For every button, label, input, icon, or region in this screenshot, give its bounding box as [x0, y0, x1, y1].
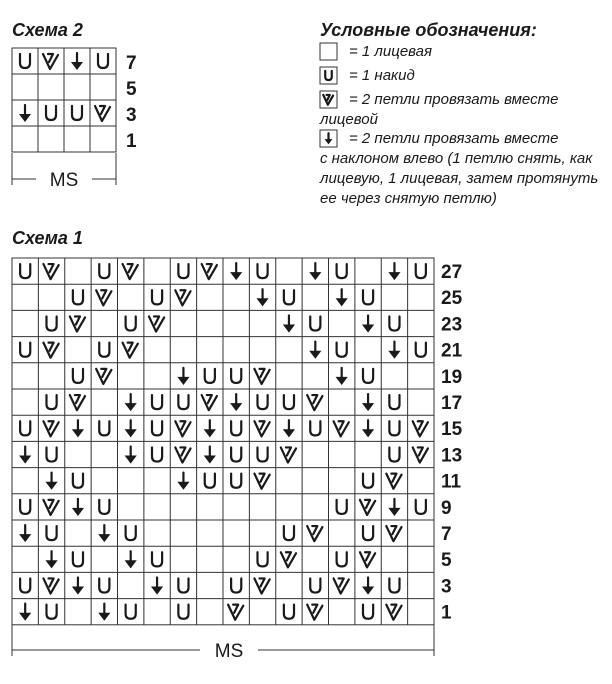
scheme1-row-number: 27 — [441, 262, 463, 283]
scheme1-cell-r6c9-decrease-left-icon — [230, 394, 242, 411]
legend-text: ее через снятую петлю) — [320, 190, 497, 207]
scheme1-cell-r10c15-decrease-left-icon — [388, 499, 400, 516]
scheme1-cell-r3c12-yarn-over-icon — [310, 316, 320, 330]
scheme1-cell-r10c4-yarn-over-icon — [99, 500, 109, 514]
scheme1-cell-r11c12-k2tog-icon — [307, 526, 322, 541]
scheme1-cell-r14c14-yarn-over-icon — [363, 605, 373, 619]
scheme1-cell-r14c4-decrease-left-icon — [98, 604, 110, 621]
scheme1-cell-r7c6-yarn-over-icon — [152, 421, 162, 435]
scheme1-cell-r3c3-k2tog-icon — [70, 316, 85, 331]
scheme1-cell-r12c14-k2tog-icon — [360, 552, 375, 567]
scheme1-cell-r6c15-yarn-over-icon — [389, 395, 399, 409]
scheme1-cell-r14c15-k2tog-icon — [386, 605, 401, 620]
legend-title: Условные обозначения: — [320, 20, 537, 40]
scheme1-cell-r1c15-decrease-left-icon — [388, 263, 400, 280]
scheme1-cell-r2c14-yarn-over-icon — [363, 290, 373, 304]
scheme1-row-number: 5 — [441, 550, 452, 572]
scheme1-cell-r7c2-k2tog-icon — [43, 421, 58, 436]
scheme1-cell-r13c1-yarn-over-icon — [20, 578, 30, 592]
scheme1-cell-r14c5-yarn-over-icon — [126, 605, 136, 619]
scheme1-cell-r10c13-yarn-over-icon — [337, 500, 347, 514]
scheme1-cell-r7c9-yarn-over-icon — [231, 421, 241, 435]
scheme1-cell-r2c4-k2tog-icon — [96, 290, 111, 305]
scheme2-ms-indicator — [12, 153, 116, 191]
legend-text: = 2 петли провязать вместе — [349, 130, 559, 147]
scheme1-cell-r8c7-k2tog-icon — [175, 447, 190, 462]
scheme1-title: Схема 1 — [12, 228, 83, 248]
scheme1-cell-r6c11-yarn-over-icon — [284, 395, 294, 409]
scheme1-cell-r7c15-yarn-over-icon — [389, 421, 399, 435]
scheme1-cell-r5c13-decrease-left-icon — [336, 368, 348, 385]
scheme1-cell-r12c2-decrease-left-icon — [45, 551, 57, 568]
scheme1-cell-r12c10-yarn-over-icon — [257, 552, 267, 566]
scheme1-cell-r6c3-k2tog-icon — [70, 395, 85, 410]
scheme1-cell-r7c11-decrease-left-icon — [283, 420, 295, 437]
scheme1-cell-r3c15-yarn-over-icon — [389, 316, 399, 330]
scheme1-cell-r14c9-k2tog-icon — [228, 605, 243, 620]
scheme2-row-numbers — [126, 53, 137, 152]
scheme1-cell-r2c6-yarn-over-icon — [152, 290, 162, 304]
scheme1-cell-r2c3-yarn-over-icon — [73, 290, 83, 304]
scheme1-cell-r12c13-yarn-over-icon — [337, 552, 347, 566]
legend-text: = 1 накид — [349, 67, 415, 84]
scheme1-grid — [12, 258, 434, 625]
scheme1-cell-r4c15-decrease-left-icon — [388, 342, 400, 359]
scheme2-row-number: 5 — [126, 79, 137, 100]
scheme1-cell-r1c4-yarn-over-icon — [99, 264, 109, 278]
scheme2-row-number: 1 — [126, 131, 137, 152]
scheme2-cell-r1c2-k2tog-icon — [43, 54, 58, 69]
scheme1-cell-r10c16-yarn-over-icon — [416, 500, 426, 514]
legend-item — [319, 130, 598, 207]
scheme1-row-number: 11 — [441, 471, 462, 493]
scheme1-cell-r7c16-k2tog-icon — [413, 421, 428, 436]
scheme1-cell-r7c7-k2tog-icon — [175, 421, 190, 436]
scheme1-cell-r7c10-k2tog-icon — [254, 421, 269, 436]
scheme1-cell-r8c9-yarn-over-icon — [231, 447, 241, 461]
scheme1-cell-r9c15-k2tog-icon — [386, 474, 401, 489]
scheme1-cell-r8c2-yarn-over-icon — [46, 447, 56, 461]
legend-symbol-k2tog-icon — [323, 95, 333, 105]
scheme1-cell-r3c2-yarn-over-icon — [46, 316, 56, 330]
scheme1-cell-r8c8-decrease-left-icon — [204, 446, 216, 463]
scheme1-cell-r5c4-k2tog-icon — [96, 369, 111, 384]
scheme1-cell-r7c14-decrease-left-icon — [362, 420, 374, 437]
scheme1-row-number: 21 — [441, 340, 463, 362]
scheme1-cell-r6c2-yarn-over-icon — [46, 395, 56, 409]
scheme1-cell-r13c15-yarn-over-icon — [389, 578, 399, 592]
scheme2-ms-label: MS — [49, 170, 79, 191]
scheme1-cell-r9c14-yarn-over-icon — [363, 474, 373, 488]
scheme1-row-number: 7 — [441, 524, 452, 545]
scheme1-cell-r14c12-k2tog-icon — [307, 605, 322, 620]
scheme1-cell-r11c1-decrease-left-icon — [19, 525, 31, 542]
scheme1-cell-r6c7-yarn-over-icon — [178, 395, 188, 409]
scheme1-cell-r4c4-yarn-over-icon — [99, 343, 109, 357]
scheme1-cell-r2c10-decrease-left-icon — [256, 289, 268, 306]
scheme1-cell-r13c7-yarn-over-icon — [178, 578, 188, 592]
scheme1-cell-r6c14-decrease-left-icon — [362, 394, 374, 411]
legend-item — [319, 91, 558, 128]
scheme1-cell-r14c11-yarn-over-icon — [284, 605, 294, 619]
scheme2-cell-r3c4-k2tog-icon — [95, 106, 110, 121]
scheme1-cell-r10c3-decrease-left-icon — [72, 499, 84, 516]
scheme1-cell-r13c13-k2tog-icon — [334, 578, 349, 593]
legend-symbol-yarn-over-icon — [325, 71, 332, 80]
scheme2-cell-r1c3-decrease-left-icon — [71, 53, 83, 70]
scheme1-cell-r1c9-decrease-left-icon — [230, 263, 242, 280]
scheme1-row-number: 3 — [441, 576, 452, 598]
scheme2-title: Схема 2 — [12, 20, 83, 40]
scheme1-cell-r4c2-k2tog-icon — [43, 343, 58, 358]
legend-symbol-decrease-left-icon — [325, 133, 333, 144]
scheme2-cell-r1c4-yarn-over-icon — [98, 54, 108, 68]
legend-text: лицевой — [320, 111, 378, 128]
scheme1-cell-r8c10-yarn-over-icon — [257, 447, 267, 461]
scheme1-cell-r7c1-yarn-over-icon — [20, 421, 30, 435]
scheme2-row-number: 7 — [126, 53, 137, 74]
scheme1-cell-r11c5-yarn-over-icon — [126, 526, 136, 540]
scheme1-cell-r13c10-k2tog-icon — [254, 578, 269, 593]
scheme1-cell-r3c6-k2tog-icon — [149, 316, 164, 331]
scheme1-cell-r1c7-yarn-over-icon — [178, 264, 188, 278]
scheme1-cell-r8c5-decrease-left-icon — [125, 446, 137, 463]
scheme1-row-number: 13 — [441, 445, 463, 467]
scheme1-cell-r10c1-yarn-over-icon — [20, 500, 30, 514]
scheme1-cell-r14c7-yarn-over-icon — [178, 605, 188, 619]
scheme1-cell-r13c9-yarn-over-icon — [231, 578, 241, 592]
scheme1-cell-r13c12-yarn-over-icon — [310, 578, 320, 592]
scheme1-cell-r1c16-yarn-over-icon — [416, 264, 426, 278]
scheme1-cell-r13c6-decrease-left-icon — [151, 577, 163, 594]
scheme1-cell-r8c6-yarn-over-icon — [152, 447, 162, 461]
scheme1-cell-r5c14-yarn-over-icon — [363, 369, 373, 383]
scheme1-cell-r9c3-yarn-over-icon — [73, 474, 83, 488]
scheme1-cell-r4c13-yarn-over-icon — [337, 343, 347, 357]
scheme1-cell-r6c8-k2tog-icon — [202, 395, 217, 410]
scheme1-cell-r8c1-decrease-left-icon — [19, 446, 31, 463]
scheme1-cell-r4c5-k2tog-icon — [123, 343, 138, 358]
scheme1-cell-r2c7-k2tog-icon — [175, 290, 190, 305]
scheme1-row-number: 17 — [441, 393, 463, 414]
scheme1-cell-r6c10-yarn-over-icon — [257, 395, 267, 409]
scheme1-cell-r6c5-decrease-left-icon — [125, 394, 137, 411]
scheme1-cell-r1c1-yarn-over-icon — [20, 264, 30, 278]
scheme1-cell-r7c5-decrease-left-icon — [125, 420, 137, 437]
scheme1-cell-r1c2-k2tog-icon — [43, 264, 58, 279]
scheme1-cell-r1c13-yarn-over-icon — [337, 264, 347, 278]
scheme1-cell-r13c2-k2tog-icon — [43, 578, 58, 593]
scheme1-row-number: 25 — [441, 288, 463, 310]
scheme1-cell-r8c11-k2tog-icon — [281, 447, 296, 462]
scheme1-cell-r12c11-k2tog-icon — [281, 552, 296, 567]
scheme1-cell-r1c8-k2tog-icon — [202, 264, 217, 279]
legend-item — [320, 67, 415, 84]
legend-text: с наклоном влево (1 петлю снять, как — [320, 150, 593, 167]
legend-item — [320, 43, 432, 60]
scheme1-cell-r9c7-decrease-left-icon — [177, 473, 189, 490]
scheme2-cell-r3c1-decrease-left-icon — [19, 105, 31, 122]
scheme1-cell-r8c16-k2tog-icon — [413, 447, 428, 462]
scheme1-row-number: 1 — [441, 602, 452, 624]
scheme1-cell-r11c2-yarn-over-icon — [46, 526, 56, 540]
legend-text: = 2 петли провязать вместе — [349, 91, 559, 108]
legend — [319, 43, 598, 207]
scheme1-cell-r13c3-decrease-left-icon — [72, 577, 84, 594]
scheme1-cell-r14c1-decrease-left-icon — [19, 604, 31, 621]
scheme1-cell-r10c2-k2tog-icon — [43, 500, 58, 515]
scheme1-cell-r2c13-decrease-left-icon — [336, 289, 348, 306]
scheme2-row-number: 3 — [126, 105, 137, 126]
scheme1-cell-r1c12-decrease-left-icon — [309, 263, 321, 280]
scheme1-cell-r3c11-decrease-left-icon — [283, 315, 295, 332]
scheme1-cell-r7c12-yarn-over-icon — [310, 421, 320, 435]
scheme1-cell-r13c14-decrease-left-icon — [362, 577, 374, 594]
legend-swatch — [320, 43, 337, 60]
scheme1-ms-label: MS — [214, 641, 244, 662]
scheme2-cell-r3c3-yarn-over-icon — [72, 106, 82, 120]
scheme1-cell-r14c2-yarn-over-icon — [46, 605, 56, 619]
scheme1-cell-r5c10-k2tog-icon — [254, 369, 269, 384]
scheme1-cell-r12c3-yarn-over-icon — [73, 552, 83, 566]
scheme1-cell-r5c3-yarn-over-icon — [73, 369, 83, 383]
scheme1-cell-r11c14-yarn-over-icon — [363, 526, 373, 540]
scheme2-cell-r1c1-yarn-over-icon — [20, 54, 30, 68]
scheme2-cell-r3c2-yarn-over-icon — [46, 106, 56, 120]
scheme1-row-number: 23 — [441, 314, 463, 336]
scheme1-cell-r13c4-yarn-over-icon — [99, 578, 109, 592]
scheme1-row-number: 19 — [441, 366, 463, 388]
scheme1-cell-r4c12-decrease-left-icon — [309, 342, 321, 359]
legend-text: лицевую, 1 лицевая, затем протянуть — [320, 170, 599, 187]
scheme1-cell-r10c14-k2tog-icon — [360, 500, 375, 515]
scheme1-cell-r2c11-yarn-over-icon — [284, 290, 294, 304]
scheme1-row-numbers — [441, 262, 463, 624]
scheme1-cell-r7c8-decrease-left-icon — [204, 420, 216, 437]
scheme1-cell-r11c11-yarn-over-icon — [284, 526, 294, 540]
scheme1-cell-r7c3-decrease-left-icon — [72, 420, 84, 437]
scheme1-cell-r4c1-yarn-over-icon — [20, 343, 30, 357]
scheme1-cell-r7c4-yarn-over-icon — [99, 421, 109, 435]
scheme1-cell-r5c9-yarn-over-icon — [231, 369, 241, 383]
scheme1-cell-r5c7-decrease-left-icon — [177, 368, 189, 385]
scheme1-cell-r3c14-decrease-left-icon — [362, 315, 374, 332]
scheme1-cell-r12c5-decrease-left-icon — [125, 551, 137, 568]
scheme1-row-number: 15 — [441, 419, 463, 441]
scheme1-row-number: 9 — [441, 497, 452, 519]
scheme2-grid — [12, 48, 116, 152]
scheme1-cell-r7c13-k2tog-icon — [334, 421, 349, 436]
scheme1-cell-r12c6-yarn-over-icon — [152, 552, 162, 566]
scheme1-cell-r8c15-yarn-over-icon — [389, 447, 399, 461]
scheme1-cell-r1c10-yarn-over-icon — [257, 264, 267, 278]
scheme1-cell-r4c16-yarn-over-icon — [416, 343, 426, 357]
scheme1-cell-r6c6-yarn-over-icon — [152, 395, 162, 409]
legend-text: = 1 лицевая — [349, 43, 433, 60]
scheme1-cell-r6c12-k2tog-icon — [307, 395, 322, 410]
scheme1-ms-indicator — [12, 624, 434, 662]
scheme1-cell-r3c5-yarn-over-icon — [126, 316, 136, 330]
legend-swatch — [320, 67, 337, 84]
scheme1-cell-r9c8-yarn-over-icon — [205, 474, 215, 488]
scheme1-cell-r11c4-decrease-left-icon — [98, 525, 110, 542]
scheme1-cell-r11c15-k2tog-icon — [386, 526, 401, 541]
scheme1-cell-r9c9-yarn-over-icon — [231, 474, 241, 488]
scheme1-cell-r9c2-decrease-left-icon — [45, 473, 57, 490]
scheme1-cell-r5c8-yarn-over-icon — [205, 369, 215, 383]
scheme1-cell-r1c5-k2tog-icon — [123, 264, 138, 279]
scheme1-cell-r9c10-k2tog-icon — [254, 474, 269, 489]
